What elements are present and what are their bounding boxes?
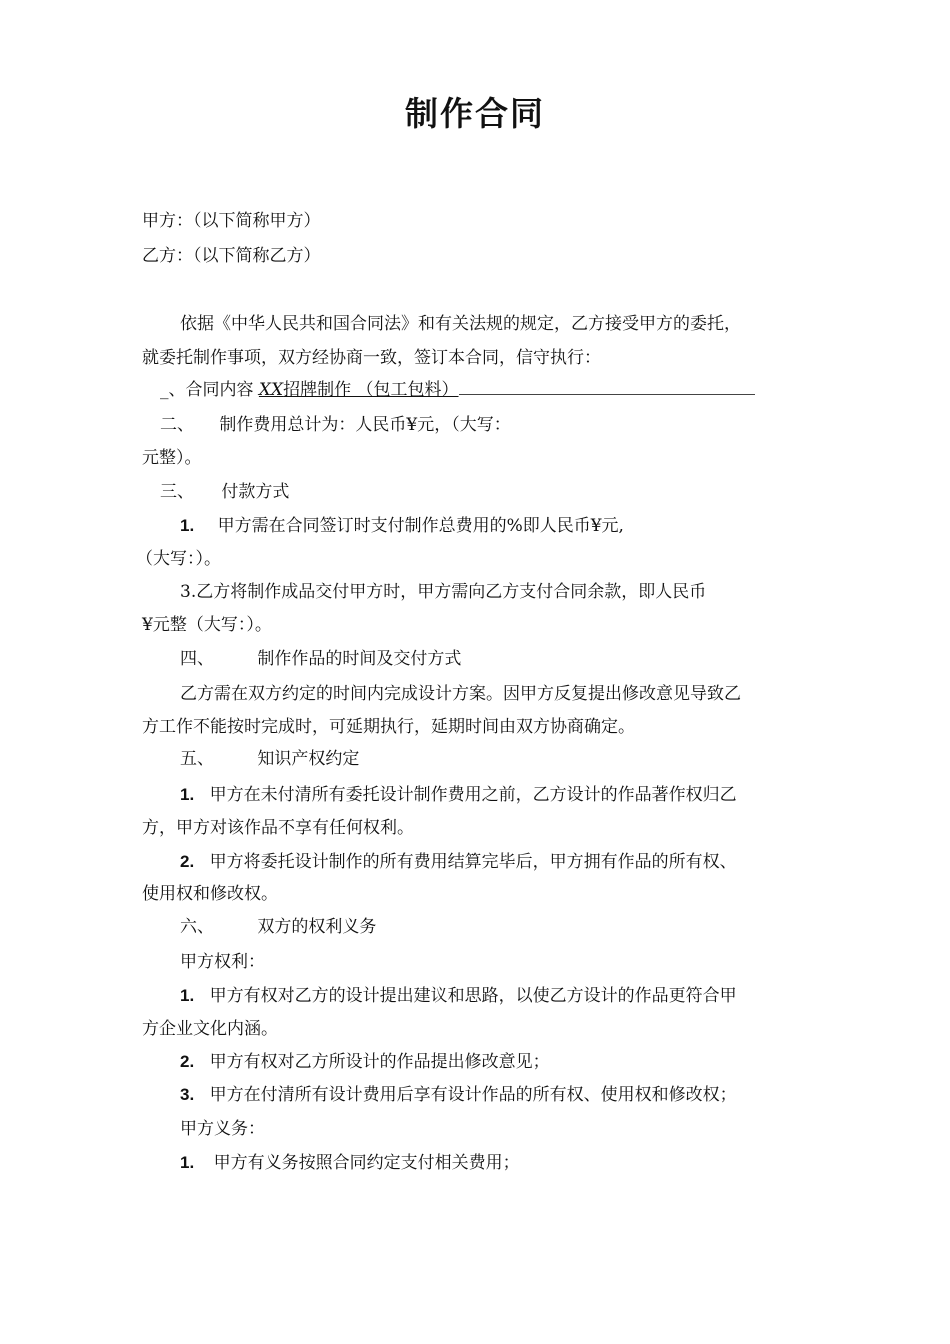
section-6-number: 六、 xyxy=(180,917,214,937)
section-1-blank-line xyxy=(459,380,755,395)
rights-item-1 xyxy=(180,985,737,1007)
section-2-line xyxy=(160,414,511,436)
rights-item-3 xyxy=(180,1084,737,1106)
section-4-title: 制作作品的时间及交付方式 xyxy=(257,649,462,669)
duties-item-1-text: 甲方有义务按照合同约定支付相关费用； xyxy=(213,1153,520,1173)
payment-item-3-continuation: ¥元整（大写：）。 xyxy=(142,615,272,635)
ip-item-2-text: 甲方将委托设计制作的所有费用结算完毕后，甲方拥有作品的所有权、 xyxy=(209,852,737,872)
ip-item-1-number: 1. xyxy=(180,785,195,804)
section-5-number: 五、 xyxy=(180,749,214,769)
duties-item-1-number: 1. xyxy=(180,1153,195,1172)
ip-item-2-number: 2. xyxy=(180,852,195,871)
section-6-heading xyxy=(180,916,376,938)
section-2-continuation: 元整）。 xyxy=(142,448,202,468)
page-title: 制作合同 xyxy=(405,94,545,133)
ip-item-2 xyxy=(180,851,737,873)
section-4-heading xyxy=(180,648,461,670)
party-a-duties-heading: 甲方义务： xyxy=(180,1119,265,1139)
ip-item-1-text: 甲方在未付清所有委托设计制作费用之前，乙方设计的作品著作权归乙 xyxy=(209,785,737,805)
section-2-text: 制作费用总计为：人民币¥元，（大写： xyxy=(219,415,511,435)
section-4-paragraph-line-2: 方工作不能按时完成时，可延期执行，延期时间由双方协商确定。 xyxy=(142,717,635,737)
rights-item-2-number: 2. xyxy=(180,1052,195,1071)
party-b-line: 乙方：（以下简称乙方） xyxy=(142,246,321,266)
section-6-title: 双方的权利义务 xyxy=(257,917,377,937)
rights-item-2-text: 甲方有权对乙方所设计的作品提出修改意见； xyxy=(209,1052,550,1072)
intro-line-2: 就委托制作事项，双方经协商一致，签订本合同，信守执行： xyxy=(142,348,601,368)
ip-item-2-continuation: 使用权和修改权。 xyxy=(142,884,278,904)
ip-item-1-continuation: 方，甲方对该作品不享有任何权利。 xyxy=(142,818,414,838)
party-a-rights-heading: 甲方权利： xyxy=(180,952,265,972)
payment-item-1-text: 甲方需在合同签订时支付制作总费用的%即人民币¥元, xyxy=(217,516,624,536)
section-5-heading xyxy=(180,748,359,770)
section-2-number: 二、 xyxy=(160,415,194,435)
payment-item-1-number: 1. xyxy=(180,516,195,535)
section-5-title: 知识产权约定 xyxy=(257,749,360,769)
section-4-number: 四、 xyxy=(180,649,214,669)
section-1-content: 招牌制作 （包工包料） xyxy=(283,380,459,400)
rights-item-3-number: 3. xyxy=(180,1085,195,1104)
intro-line-1: 依据《中华人民共和国合同法》和有关法规的规定，乙方接受甲方的委托， xyxy=(180,314,741,334)
rights-item-1-continuation: 方企业文化内涵。 xyxy=(142,1019,278,1039)
rights-item-2 xyxy=(180,1051,550,1073)
duties-item-1 xyxy=(180,1152,520,1174)
section-1-label: _、合同内容 xyxy=(160,380,254,400)
section-3-title: 付款方式 xyxy=(221,482,290,502)
payment-item-1 xyxy=(180,515,624,537)
section-1-xx: XX xyxy=(258,380,284,400)
rights-item-1-text: 甲方有权对乙方的设计提出建议和思路，以使乙方设计的作品更符合甲 xyxy=(209,986,737,1006)
party-a-line: 甲方：（以下简称甲方） xyxy=(142,211,321,231)
rights-item-3-text: 甲方在付清所有设计费用后享有设计作品的所有权、使用权和修改权； xyxy=(209,1085,737,1105)
payment-item-1-continuation: （大写：）。 xyxy=(136,549,221,569)
rights-item-1-number: 1. xyxy=(180,986,195,1005)
section-1-contract-content xyxy=(160,379,755,401)
section-3-number: 三、 xyxy=(160,482,194,502)
payment-item-3: 3.乙方将制作成品交付甲方时，甲方需向乙方支付合同余款，即人民币 xyxy=(180,582,707,602)
section-4-paragraph-line-1: 乙方需在双方约定的时间内完成设计方案。因甲方反复提出修改意见导致乙 xyxy=(180,684,741,704)
ip-item-1 xyxy=(180,784,737,806)
section-3-heading xyxy=(160,481,289,503)
